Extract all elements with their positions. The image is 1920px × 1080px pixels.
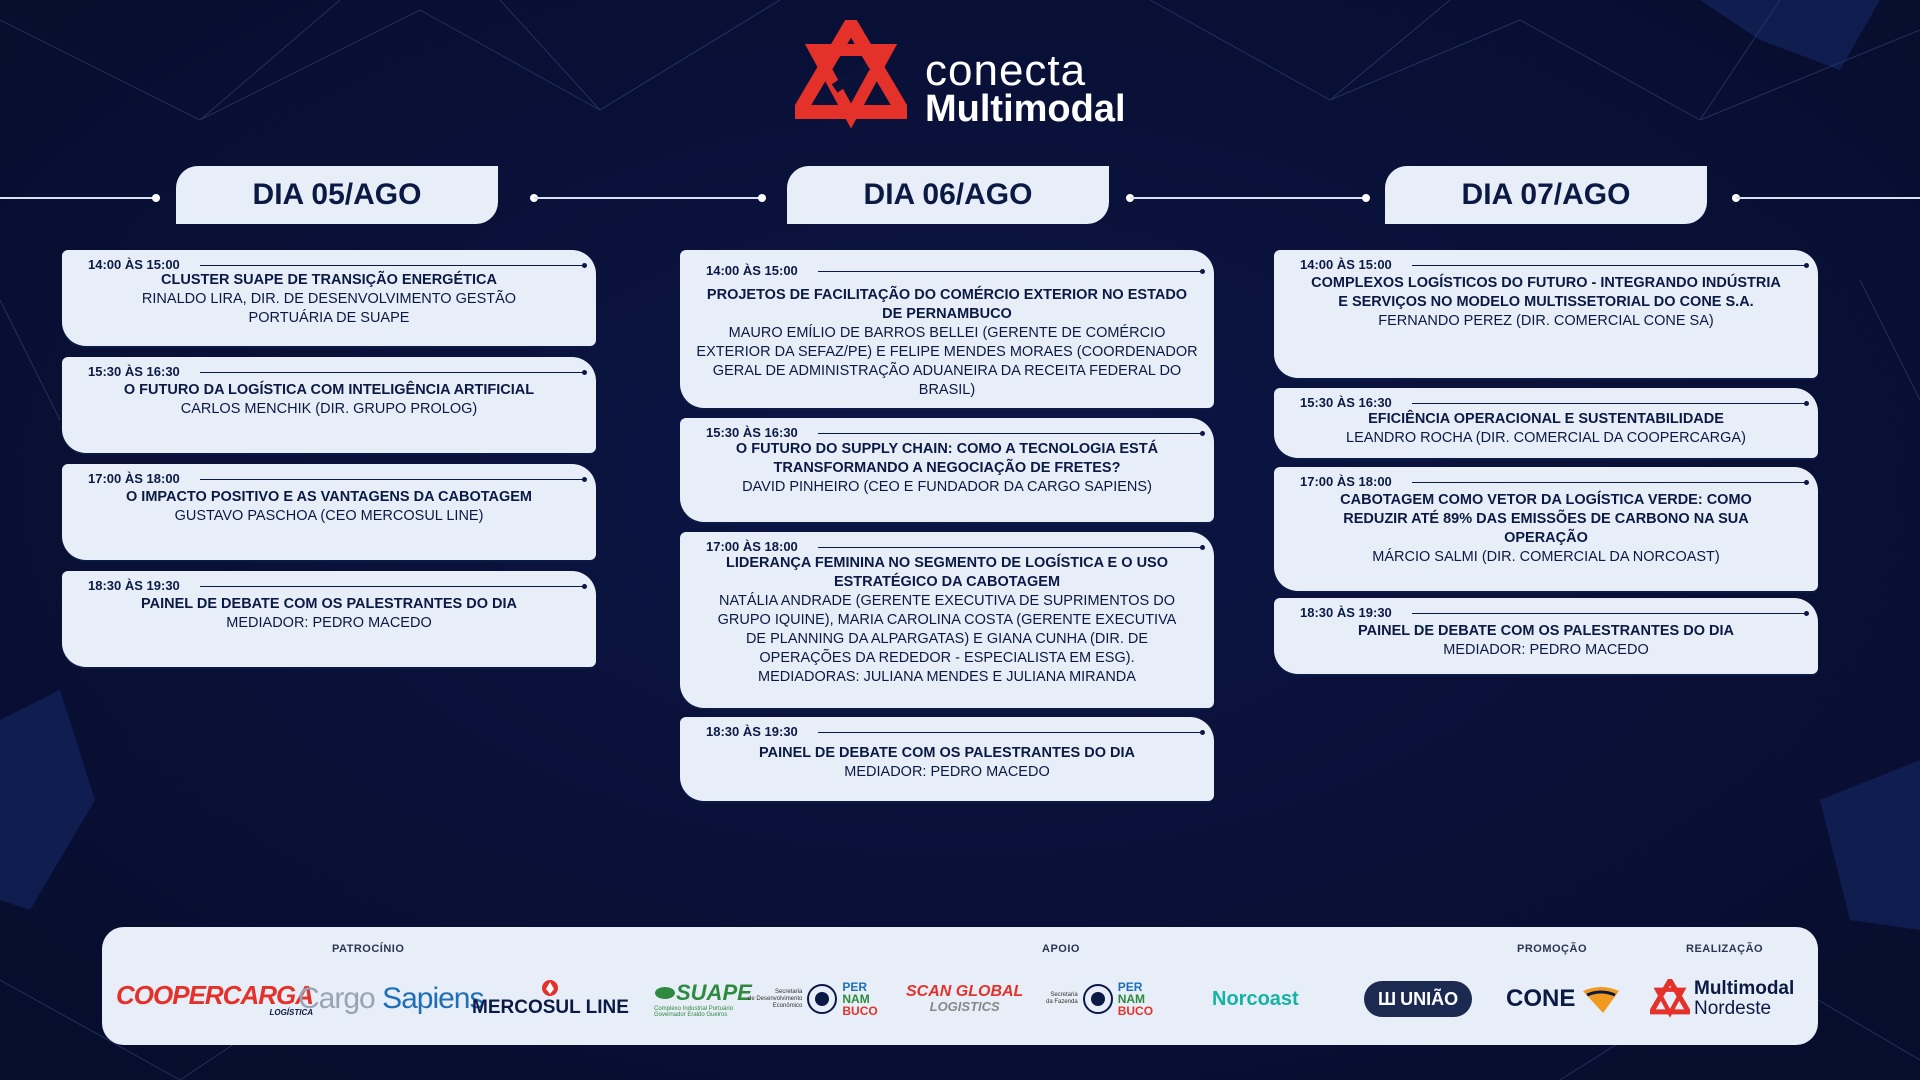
session-body xyxy=(696,286,1198,400)
category-patrocinio: PATROCÍNIO xyxy=(332,943,405,955)
pe1-c: BUCO xyxy=(842,1004,878,1018)
pe2-b: NAM xyxy=(1117,992,1146,1006)
conecta-multimodal-logo xyxy=(795,20,1135,140)
session-speaker: MEDIADOR: PEDRO MACEDO xyxy=(226,615,432,631)
session-speaker: FERNANDO PEREZ (DIR. COMERCIAL CONE SA) xyxy=(1378,313,1714,329)
session-card xyxy=(62,357,596,453)
conecta-logo-icon xyxy=(795,20,907,132)
cargo-sapiens-logo xyxy=(298,977,483,1021)
sec-faz-2: da Fazenda xyxy=(1046,999,1078,1005)
session-title: O IMPACTO POSITIVO E AS VANTAGENS DA CABOTAGEM xyxy=(125,489,533,505)
session-line xyxy=(1412,265,1806,266)
session-time: 18:30 ÀS 19:30 xyxy=(706,724,798,739)
session-body xyxy=(1308,274,1784,331)
norcoast-logo: Norcoast xyxy=(1212,987,1299,1010)
timeline-dot xyxy=(152,194,160,202)
session-card xyxy=(680,418,1214,522)
session-title: PAINEL DE DEBATE COM OS PALESTRANTES DO DIA xyxy=(759,745,1135,761)
session-speaker: DAVID PINHEIRO (CEO E FUNDADOR DA CARGO SAPIENS) xyxy=(742,479,1152,495)
uniao-text: UNIÃO xyxy=(1400,988,1459,1009)
uniao-logo xyxy=(1364,981,1472,1017)
pe1-b: NAM xyxy=(842,992,870,1006)
session-time: 17:00 ÀS 18:00 xyxy=(1300,474,1392,489)
suape-leaf-icon xyxy=(654,985,676,1001)
day-tab-06: DIA 06/AGO xyxy=(787,166,1109,224)
session-body xyxy=(708,440,1186,497)
session-line xyxy=(818,732,1202,733)
cone-swoosh-icon xyxy=(1581,983,1621,1015)
coopercarga-sub: LOGÍSTICA xyxy=(269,1007,314,1017)
session-line xyxy=(1412,403,1806,404)
session-speaker: PORTUÁRIA DE SUAPE xyxy=(248,310,410,326)
session-time: 18:30 ÀS 19:30 xyxy=(88,578,180,593)
category-promocao: PROMOÇÃO xyxy=(1517,943,1587,955)
pe2-a: PER xyxy=(1117,980,1143,994)
session-time: 15:30 ÀS 16:30 xyxy=(1300,395,1392,410)
session-card xyxy=(1274,598,1818,674)
sec-faz-1: Secretaria xyxy=(1050,992,1078,998)
session-speaker: NATÁLIA ANDRADE (GERENTE EXECUTIVA DE SUPRIMENTOS DO GRUPO IQUINE), MARIA CAROLINA COSTA (GERENTE EXECUTIVA DE PLANNING DA ALPARGATAS) E GIANA CUNHA (DIR. DE OPERAÇÕES DA REDEDOR - ESPECIALISTA EM ESG). xyxy=(717,593,1177,666)
session-title: PAINEL DE DEBATE COM OS PALESTRANTES DO DIA xyxy=(141,596,517,612)
session-body xyxy=(710,554,1184,687)
suape-sub1: Complexo Industrial Portuário xyxy=(654,1006,734,1012)
sec-des-2: de Desenvolvimento xyxy=(748,995,803,1002)
session-time: 15:30 ÀS 16:30 xyxy=(706,425,798,440)
session-speaker: MEDIADOR: PEDRO MACEDO xyxy=(1443,642,1649,658)
pe1-a: PER xyxy=(842,980,868,994)
scan-global-text: SCAN GLOBAL xyxy=(906,983,1024,1000)
sec-des-1: Secretaria xyxy=(775,988,803,995)
session-line xyxy=(818,271,1202,272)
day-tab-07: DIA 07/AGO xyxy=(1385,166,1707,224)
session-line xyxy=(200,372,584,373)
timeline-dot xyxy=(758,194,766,202)
day-tab-05: DIA 05/AGO xyxy=(176,166,498,224)
pernambuco-crest-icon xyxy=(1082,983,1114,1015)
session-time: 14:00 ÀS 15:00 xyxy=(88,257,180,272)
session-time: 14:00 ÀS 15:00 xyxy=(706,263,798,278)
session-body xyxy=(74,271,584,328)
session-time: 14:00 ÀS 15:00 xyxy=(1300,257,1392,272)
multimodal-logo-icon xyxy=(1650,979,1690,1019)
mercosul-line-logo xyxy=(472,977,629,1021)
category-realizacao: REALIZAÇÃO xyxy=(1686,943,1764,955)
session-card xyxy=(680,250,1214,408)
mercosul-flame-icon xyxy=(541,979,559,997)
session-line xyxy=(818,547,1202,548)
session-speaker: LEANDRO ROCHA (DIR. COMERCIAL DA COOPERCARGA) xyxy=(1346,430,1746,446)
session-card xyxy=(62,571,596,667)
session-speaker: CARLOS MENCHIK (DIR. GRUPO PROLOG) xyxy=(180,401,478,417)
multimodal-nordeste-logo xyxy=(1650,977,1794,1021)
sponsors-bar xyxy=(102,927,1818,1045)
session-title: EFICIÊNCIA OPERACIONAL E SUSTENTABILIDADE xyxy=(1368,411,1724,427)
mm-ne-2: Nordeste xyxy=(1694,998,1772,1019)
session-title: PAINEL DE DEBATE COM OS PALESTRANTES DO DIA xyxy=(1358,623,1734,639)
session-card xyxy=(680,532,1214,708)
sapiens-text: Sapiens xyxy=(382,982,484,1015)
session-time: 17:00 ÀS 18:00 xyxy=(706,539,798,554)
session-speaker: MEDIADORAS: JULIANA MENDES E JULIANA MIRANDA xyxy=(758,669,1136,685)
session-line xyxy=(200,479,584,480)
session-line xyxy=(200,265,584,266)
session-title: O FUTURO DA LOGÍSTICA COM INTELIGÊNCIA ARTIFICIAL xyxy=(123,382,535,398)
session-card xyxy=(1274,388,1818,458)
session-time: 15:30 ÀS 16:30 xyxy=(88,364,180,379)
session-body xyxy=(1314,491,1778,567)
mm-ne-1: Multimodal xyxy=(1694,978,1795,999)
session-speaker: RINALDO LIRA, DIR. DE DESENVOLVIMENTO GESTÃO xyxy=(141,291,517,307)
session-card xyxy=(1274,467,1818,591)
session-title: CABOTAGEM COMO VETOR DA LOGÍSTICA VERDE: COMO REDUZIR ATÉ 89% DAS EMISSÕES DE CARBONO NA SUA OPERAÇÃO xyxy=(1340,492,1752,546)
timeline-line xyxy=(0,197,158,199)
session-time: 17:00 ÀS 18:00 xyxy=(88,471,180,486)
cone-text: CONE xyxy=(1506,985,1576,1012)
session-card xyxy=(680,717,1214,801)
session-line xyxy=(1412,482,1806,483)
pernambuco-crest-icon xyxy=(806,983,838,1015)
pe2-c: BUCO xyxy=(1117,1004,1154,1018)
session-card xyxy=(62,464,596,560)
sec-des-3: Econômico xyxy=(772,1002,803,1009)
timeline-line xyxy=(534,197,764,199)
session-speaker: MAURO EMÍLIO DE BARROS BELLEI (GERENTE DE COMÉRCIO EXTERIOR DA SEFAZ/PE) E FELIPE MENDES MORAES (COORDENADOR GERAL DE ADMINISTRAÇÃO ADUANEIRA DA RECEITA FEDERAL DO BRASIL) xyxy=(696,325,1198,398)
mercosul-text: MERCOSUL LINE xyxy=(472,997,629,1018)
session-title: COMPLEXOS LOGÍSTICOS DO FUTURO - INTEGRANDO INDÚSTRIA E SERVIÇOS NO MODELO MULTISSETORIAL DO CONE S.A. xyxy=(1311,275,1781,310)
secretaria-fazenda-logo xyxy=(1046,977,1153,1021)
cone-logo xyxy=(1506,977,1621,1021)
session-body xyxy=(74,595,584,633)
timeline-line xyxy=(1130,197,1366,199)
session-title: CLUSTER SUAPE DE TRANSIÇÃO ENERGÉTICA xyxy=(161,272,497,288)
uniao-w-icon: Ш xyxy=(1378,988,1397,1009)
session-line xyxy=(1412,613,1806,614)
session-time: 18:30 ÀS 19:30 xyxy=(1300,605,1392,620)
session-title: O FUTURO DO SUPPLY CHAIN: COMO A TECNOLOGIA ESTÁ TRANSFORMANDO A NEGOCIAÇÃO DE FRETES? xyxy=(735,441,1159,476)
session-body xyxy=(692,744,1202,782)
coopercarga-co: CO xyxy=(116,979,153,1010)
suape-text: SUAPE xyxy=(676,980,752,1005)
session-body xyxy=(1286,410,1806,448)
brand-line1: conecta xyxy=(925,46,1087,95)
session-speaker: MÁRCIO SALMI (DIR. COMERCIAL DA NORCOAST) xyxy=(1372,549,1720,565)
coopercarga-rest: OPERCARGA xyxy=(153,979,314,1010)
session-card xyxy=(1274,250,1818,378)
session-speaker: GUSTAVO PASCHOA (CEO MERCOSUL LINE) xyxy=(174,508,484,524)
session-body xyxy=(74,488,584,526)
timeline-dot xyxy=(1362,194,1370,202)
scan-global-logo xyxy=(906,977,1023,1021)
timeline-line xyxy=(1736,197,1920,199)
category-apoio: APOIO xyxy=(1042,943,1080,955)
secretaria-desenvolvimento-logo xyxy=(748,977,878,1021)
session-line xyxy=(200,586,584,587)
scan-global-sub: LOGISTICS xyxy=(929,999,1000,1014)
session-card xyxy=(62,250,596,346)
suape-logo xyxy=(654,977,752,1021)
suape-sub2: Governador Eraldo Gueiros xyxy=(654,1012,728,1018)
session-title: LIDERANÇA FEMININA NO SEGMENTO DE LOGÍSTICA E O USO ESTRATÉGICO DA CABOTAGEM xyxy=(725,555,1168,590)
session-speaker: MEDIADOR: PEDRO MACEDO xyxy=(844,764,1050,780)
cargo-text: Cargo xyxy=(298,982,375,1015)
coopercarga-logo xyxy=(116,977,313,1021)
session-body xyxy=(74,381,584,419)
session-title: PROJETOS DE FACILITAÇÃO DO COMÉRCIO EXTERIOR NO ESTADO DE PERNAMBUCO xyxy=(706,287,1188,322)
session-body xyxy=(1286,622,1806,660)
session-line xyxy=(818,433,1202,434)
brand-line2: Multimodal xyxy=(925,88,1126,130)
